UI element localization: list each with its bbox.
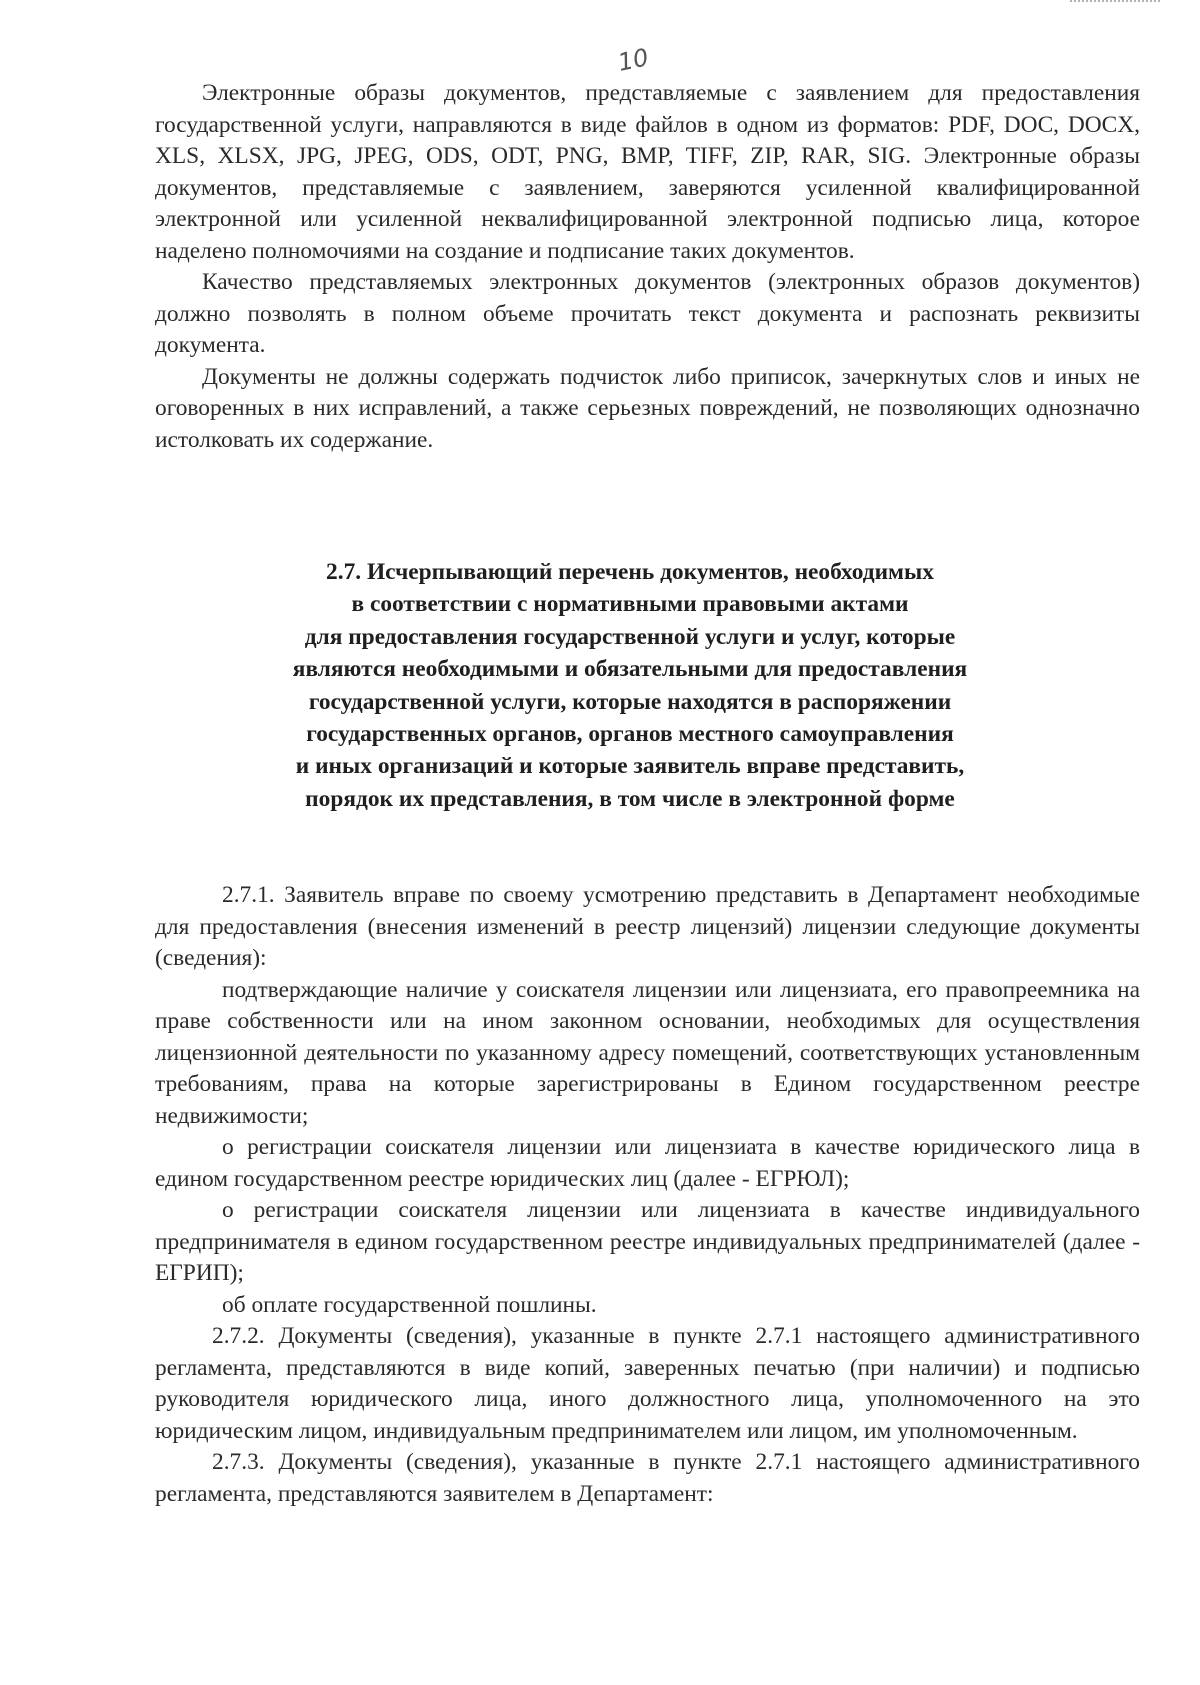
paragraph-electronic-formats: Электронные образы документов, представляемые с заявлением для предоставления государственной услуги, направляются в виде файлов в одном из форматов: PDF, DOC, DOCX, XLS, XLSX, JPG, JPEG, ODS, ODT, PNG, BMP, TIFF, ZIP, RAR, SIG. Электронные образы документов, представляемые с заявлением, заверяются усиленной квалифицированной электронной или усиленной неквалифицированной электронной подписью лица, которое наделено полномочиями на создание и подписание таких документов.	[155, 80, 1140, 264]
list-item-state-fee: об оплате государственной пошлины.	[222, 1291, 597, 1318]
paragraph-quality: Качество представляемых электронных документов (электронных образов документов) должно позволять в полном объеме прочитать текст документа и распознать реквизиты документа.	[155, 269, 1140, 358]
clause-2-7-1: 2.7.1. Заявитель вправе по своему усмотрению представить в Департамент необходимые для предоставления (внесения изменений в реестр лицензий) лицензии следующие документы (сведения):	[155, 882, 1140, 971]
list-item-premises: подтверждающие наличие у соискателя лицензии или лицензиата, его правопреемника на праве собственности или на ином законном основании, необходимых для осуществления лицензионной деятельности по указанному адресу помещений, соответствующих установленным требованиям, права на которые зарегистрированы в Едином государственном реестре недвижимости;	[155, 976, 1140, 1129]
section-heading-2-7: 2.7. Исчерпывающий перечень документов, необходимых в соответствии с нормативными правовыми актами для предоставления государственной услуги и услуг, которые являются необходимыми и обязательными для предоставления государственной услуги, которые находятся в распоряжении государственных органов, органов местного самоуправления и иных организаций и которые заявитель вправе представить, порядок их представления, в том числе в электронной форме	[292, 559, 968, 812]
paragraph-no-erasures: Документы не должны содержать подчисток либо приписок, зачеркнутых слов и иных не оговоренных в них исправлений, а также серьезных повреждений, не позволяющих однозначно истолковать их содержание.	[155, 363, 1140, 453]
intro-section	[155, 78, 1140, 456]
list-item-egrip: о регистрации соискателя лицензии или лицензиата в качестве индивидуального предпринимателя в едином государственном реестре индивидуальных предпринимателей (далее - ЕГРИП);	[155, 1197, 1140, 1286]
clause-2-7-2: 2.7.2. Документы (сведения), указанные в пункте 2.7.1 настоящего административного регламента, представляются в виде копий, заверенных печатью (при наличии) и подписью руководителя юридического лица, иного должностного лица, уполномоченного на это юридическим лицом, индивидуальным предпринимателем или лицом, им уполномоченным.	[155, 1323, 1140, 1444]
page-number: 10	[615, 43, 652, 77]
section-2-7-body	[155, 880, 1140, 1510]
scan-artifact	[1070, 0, 1160, 6]
list-item-egrul: о регистрации соискателя лицензии или лицензиата в качестве юридического лица в едином государственном реестре юридических лиц (далее - ЕГРЮЛ);	[155, 1134, 1140, 1192]
clause-2-7-3: 2.7.3. Документы (сведения), указанные в пункте 2.7.1 настоящего административного регламента, представляются заявителем в Департамент:	[155, 1449, 1140, 1507]
